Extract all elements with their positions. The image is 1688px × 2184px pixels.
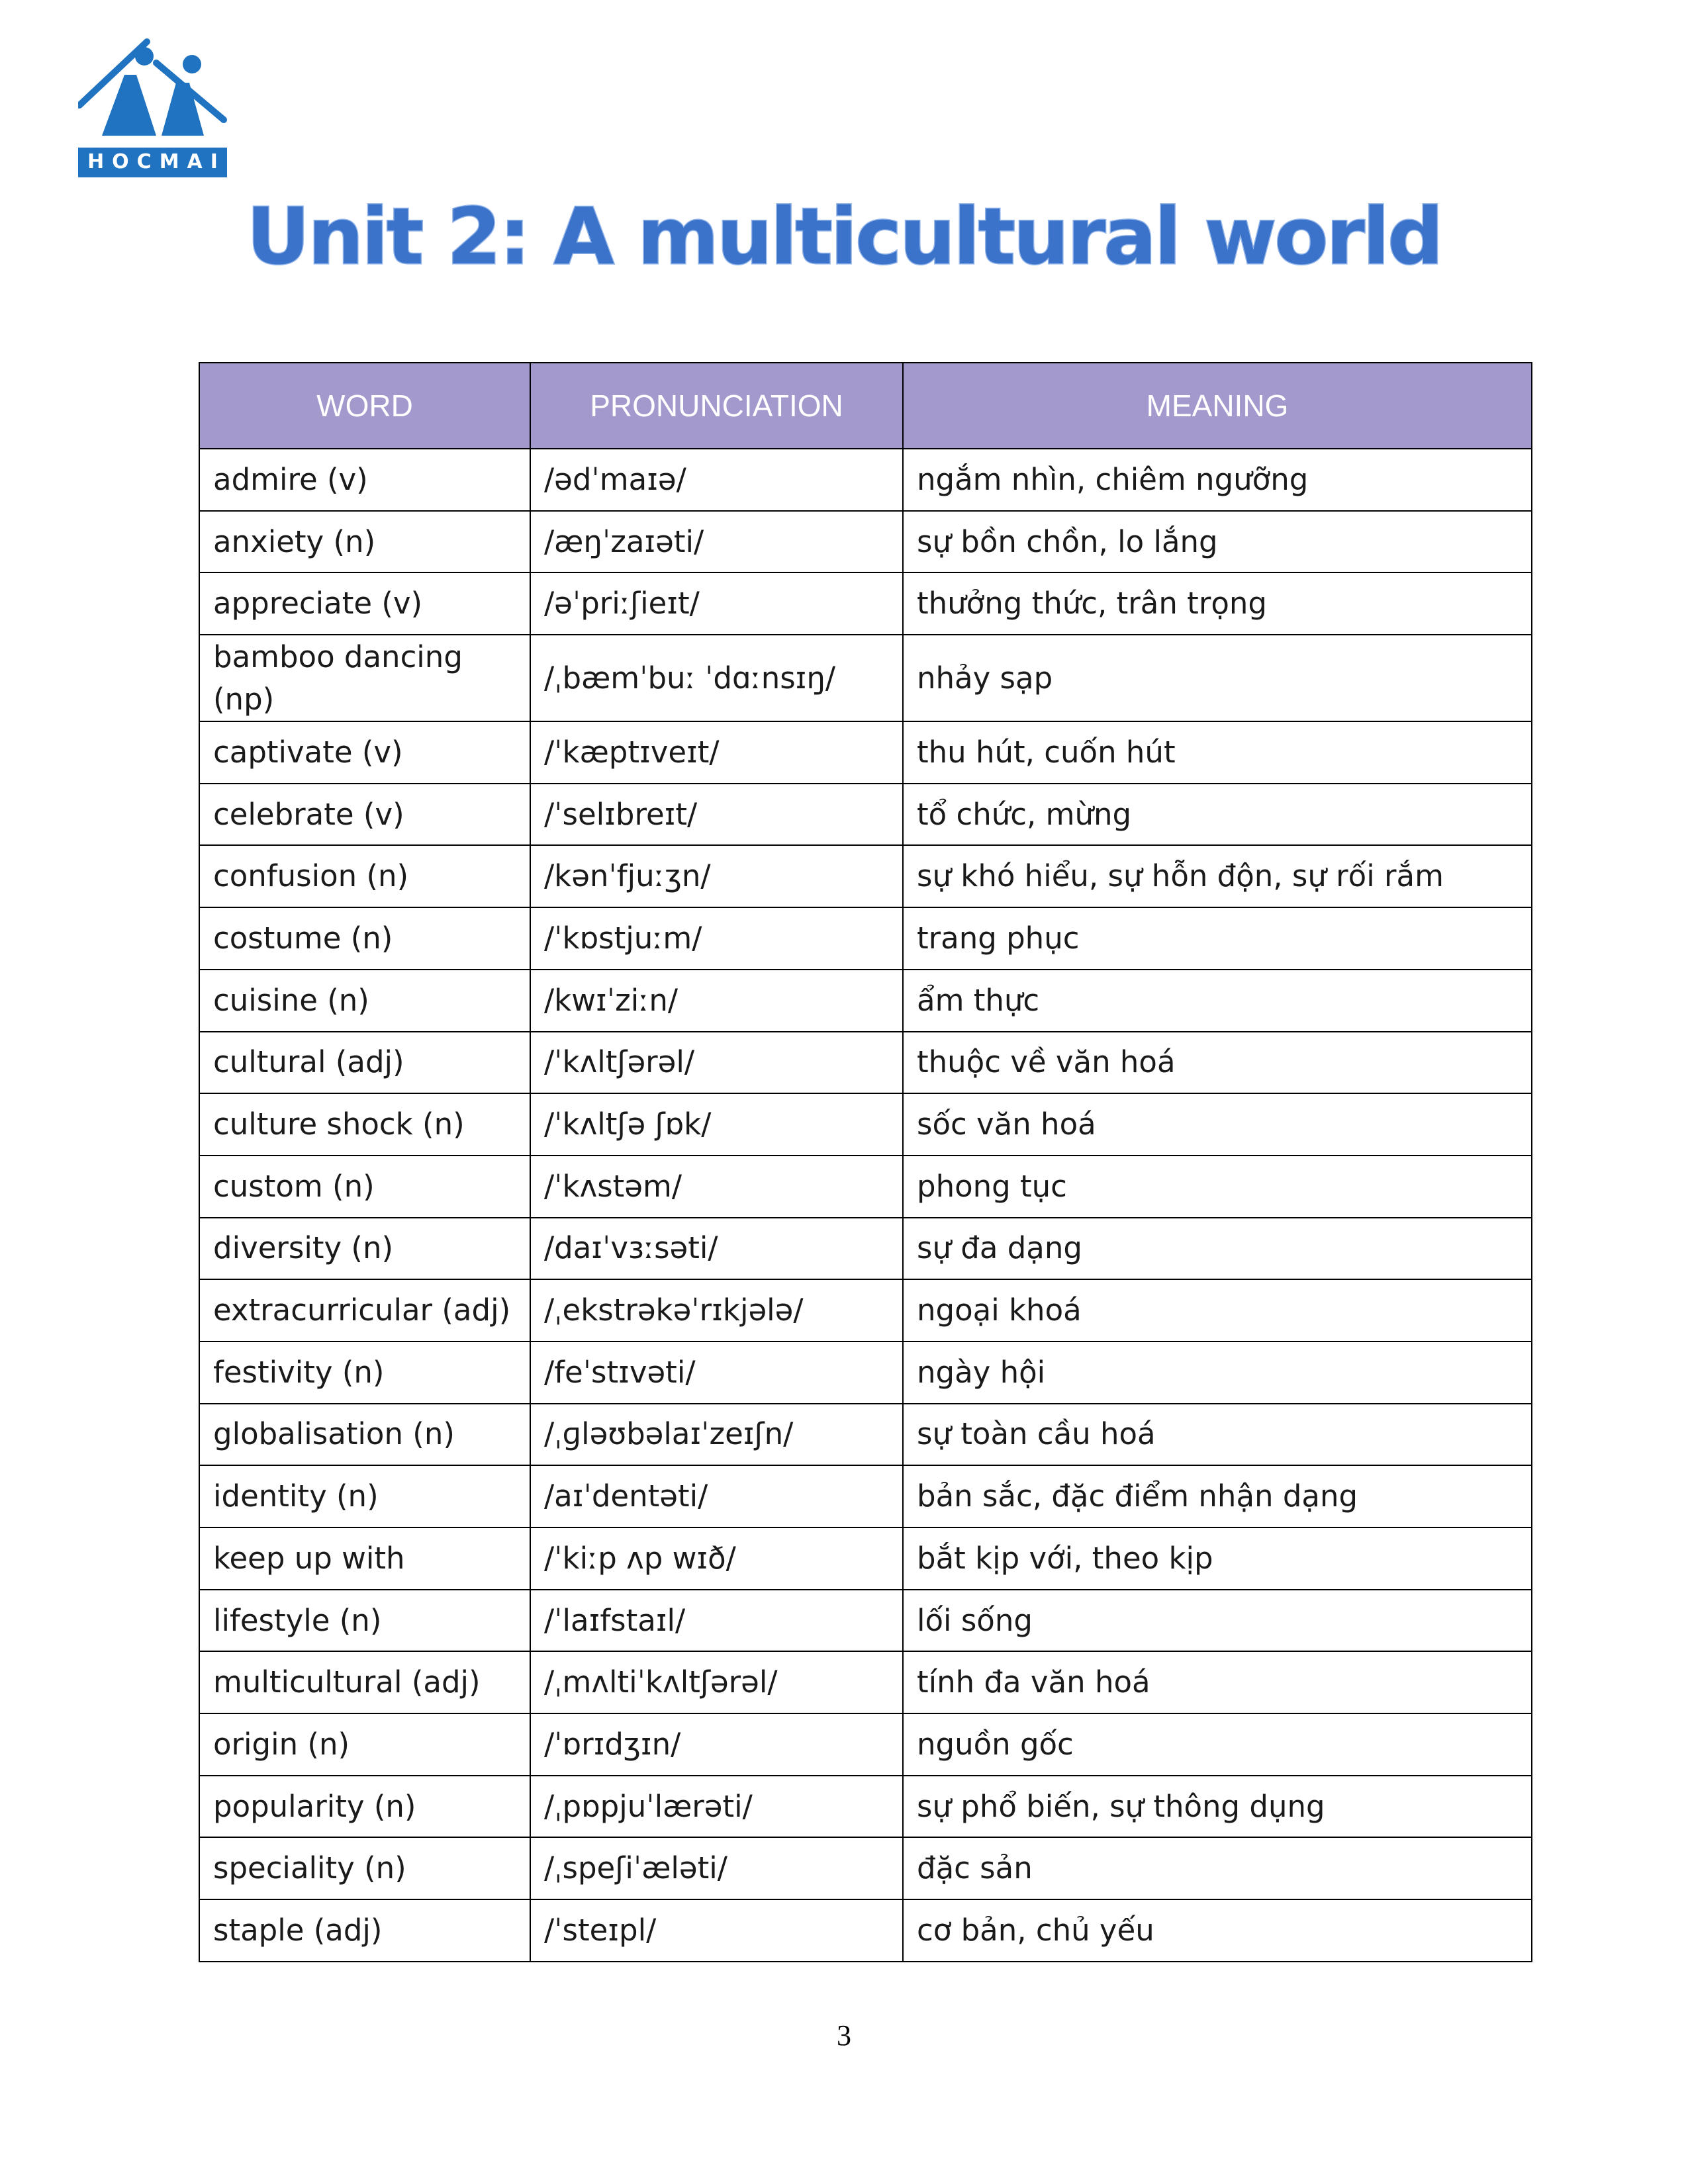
table-row bbox=[199, 1776, 1532, 1838]
word-cell: cultural (adj) bbox=[199, 1032, 530, 1094]
word-cell: admire (v) bbox=[199, 449, 530, 511]
pronunciation-cell: /feˈstɪvəti/ bbox=[530, 1342, 903, 1404]
word-cell: custom (n) bbox=[199, 1156, 530, 1218]
word-cell: multicultural (adj) bbox=[199, 1651, 530, 1713]
word-cell: origin (n) bbox=[199, 1713, 530, 1776]
word-cell: confusion (n) bbox=[199, 845, 530, 907]
pronunciation-cell: /aɪˈdentəti/ bbox=[530, 1465, 903, 1527]
word-cell: staple (adj) bbox=[199, 1899, 530, 1962]
meaning-cell: thuộc về văn hoá bbox=[903, 1032, 1532, 1094]
meaning-cell: ngày hội bbox=[903, 1342, 1532, 1404]
page-number: 3 bbox=[837, 2019, 851, 2052]
table-row bbox=[199, 1590, 1532, 1652]
table-row bbox=[199, 1527, 1532, 1590]
meaning-cell: sự bồn chồn, lo lắng bbox=[903, 511, 1532, 573]
logo-text: HOCMAI bbox=[87, 150, 226, 173]
meaning-cell: lối sống bbox=[903, 1590, 1532, 1652]
word-cell: keep up with bbox=[199, 1527, 530, 1590]
table-row bbox=[199, 1404, 1532, 1466]
table-row bbox=[199, 635, 1532, 721]
pronunciation-cell: /ˈkiːp ʌp wɪð/ bbox=[530, 1527, 903, 1590]
pronunciation-cell: /kənˈfjuːʒn/ bbox=[530, 845, 903, 907]
word-cell: culture shock (n) bbox=[199, 1093, 530, 1156]
pronunciation-cell: /ˈkæptɪveɪt/ bbox=[530, 721, 903, 784]
pronunciation-cell: /ədˈmaɪə/ bbox=[530, 449, 903, 511]
meaning-cell: ngắm nhìn, chiêm ngưỡng bbox=[903, 449, 1532, 511]
meaning-cell: thưởng thức, trân trọng bbox=[903, 572, 1532, 635]
pronunciation-cell: /ˌekstrəkəˈrɪkjələ/ bbox=[530, 1279, 903, 1342]
pronunciation-cell: /ˈsteɪpl/ bbox=[530, 1899, 903, 1962]
word-cell: captivate (v) bbox=[199, 721, 530, 784]
word-cell: festivity (n) bbox=[199, 1342, 530, 1404]
table-row bbox=[199, 1156, 1532, 1218]
meaning-cell: sốc văn hoá bbox=[903, 1093, 1532, 1156]
pronunciation-cell: /ˌbæmˈbuː ˈdɑːnsɪŋ/ bbox=[530, 635, 903, 721]
header-meaning: MEANING bbox=[903, 363, 1532, 449]
table-row bbox=[199, 970, 1532, 1032]
table-row bbox=[199, 449, 1532, 511]
header-pronunciation: PRONUNCIATION bbox=[530, 363, 903, 449]
word-cell: bamboo dancing (np) bbox=[199, 635, 530, 721]
pronunciation-cell: /ˈɒrɪdʒɪn/ bbox=[530, 1713, 903, 1776]
pronunciation-cell: /ˈkʌltʃərəl/ bbox=[530, 1032, 903, 1094]
table-row bbox=[199, 572, 1532, 635]
pronunciation-cell: /ˈkʌstəm/ bbox=[530, 1156, 903, 1218]
word-cell: anxiety (n) bbox=[199, 511, 530, 573]
table-row bbox=[199, 1218, 1532, 1280]
word-cell: speciality (n) bbox=[199, 1837, 530, 1899]
table-row bbox=[199, 1713, 1532, 1776]
table-row bbox=[199, 1342, 1532, 1404]
page-title: Unit 2: A multicultural world bbox=[246, 191, 1442, 282]
header-word: WORD bbox=[199, 363, 530, 449]
word-cell: extracurricular (adj) bbox=[199, 1279, 530, 1342]
pronunciation-cell: /ˌpɒpjuˈlærəti/ bbox=[530, 1776, 903, 1838]
meaning-cell: thu hút, cuốn hút bbox=[903, 721, 1532, 784]
meaning-cell: nhảy sạp bbox=[903, 635, 1532, 721]
word-cell: cuisine (n) bbox=[199, 970, 530, 1032]
word-cell: globalisation (n) bbox=[199, 1404, 530, 1466]
table-header-row bbox=[199, 363, 1532, 449]
table-row bbox=[199, 1465, 1532, 1527]
meaning-cell: nguồn gốc bbox=[903, 1713, 1532, 1776]
meaning-cell: tính đa văn hoá bbox=[903, 1651, 1532, 1713]
table-row bbox=[199, 511, 1532, 573]
table-row bbox=[199, 1651, 1532, 1713]
meaning-cell: sự phổ biến, sự thông dụng bbox=[903, 1776, 1532, 1838]
word-cell: costume (n) bbox=[199, 907, 530, 970]
meaning-cell: sự đa dạng bbox=[903, 1218, 1532, 1280]
pronunciation-cell: /æŋˈzaɪəti/ bbox=[530, 511, 903, 573]
pronunciation-cell: /əˈpriːʃieɪt/ bbox=[530, 572, 903, 635]
pronunciation-cell: /ˈkɒstjuːm/ bbox=[530, 907, 903, 970]
table-row bbox=[199, 845, 1532, 907]
table-row bbox=[199, 1279, 1532, 1342]
table-row bbox=[199, 1093, 1532, 1156]
table-row bbox=[199, 907, 1532, 970]
meaning-cell: sự toàn cầu hoá bbox=[903, 1404, 1532, 1466]
meaning-cell: tổ chức, mừng bbox=[903, 784, 1532, 846]
table-row bbox=[199, 1032, 1532, 1094]
word-cell: lifestyle (n) bbox=[199, 1590, 530, 1652]
word-cell: appreciate (v) bbox=[199, 572, 530, 635]
meaning-cell: sự khó hiểu, sự hỗn độn, sự rối rắm bbox=[903, 845, 1532, 907]
table-row bbox=[199, 721, 1532, 784]
pronunciation-cell: /ˈkʌltʃə ʃɒk/ bbox=[530, 1093, 903, 1156]
word-cell: celebrate (v) bbox=[199, 784, 530, 846]
meaning-cell: ngoại khoá bbox=[903, 1279, 1532, 1342]
pronunciation-cell: /daɪˈvɜːsəti/ bbox=[530, 1218, 903, 1280]
meaning-cell: bắt kịp với, theo kịp bbox=[903, 1527, 1532, 1590]
meaning-cell: đặc sản bbox=[903, 1837, 1532, 1899]
meaning-cell: ẩm thực bbox=[903, 970, 1532, 1032]
pronunciation-cell: /ˌmʌltiˈkʌltʃərəl/ bbox=[530, 1651, 903, 1713]
word-cell: identity (n) bbox=[199, 1465, 530, 1527]
table-row bbox=[199, 1837, 1532, 1899]
meaning-cell: trang phục bbox=[903, 907, 1532, 970]
pronunciation-cell: /ˌɡləʊbəlaɪˈzeɪʃn/ bbox=[530, 1404, 903, 1466]
pronunciation-cell: /ˌspeʃiˈæləti/ bbox=[530, 1837, 903, 1899]
word-cell: diversity (n) bbox=[199, 1218, 530, 1280]
meaning-cell: cơ bản, chủ yếu bbox=[903, 1899, 1532, 1962]
table-row bbox=[199, 1899, 1532, 1962]
pronunciation-cell: /ˈlaɪfstaɪl/ bbox=[530, 1590, 903, 1652]
meaning-cell: phong tục bbox=[903, 1156, 1532, 1218]
table-row bbox=[199, 784, 1532, 846]
vocabulary-table bbox=[199, 362, 1532, 1962]
pronunciation-cell: /kwɪˈziːn/ bbox=[530, 970, 903, 1032]
pronunciation-cell: /ˈselɪbreɪt/ bbox=[530, 784, 903, 846]
hocmai-logo bbox=[78, 36, 227, 179]
word-cell: popularity (n) bbox=[199, 1776, 530, 1838]
meaning-cell: bản sắc, đặc điểm nhận dạng bbox=[903, 1465, 1532, 1527]
